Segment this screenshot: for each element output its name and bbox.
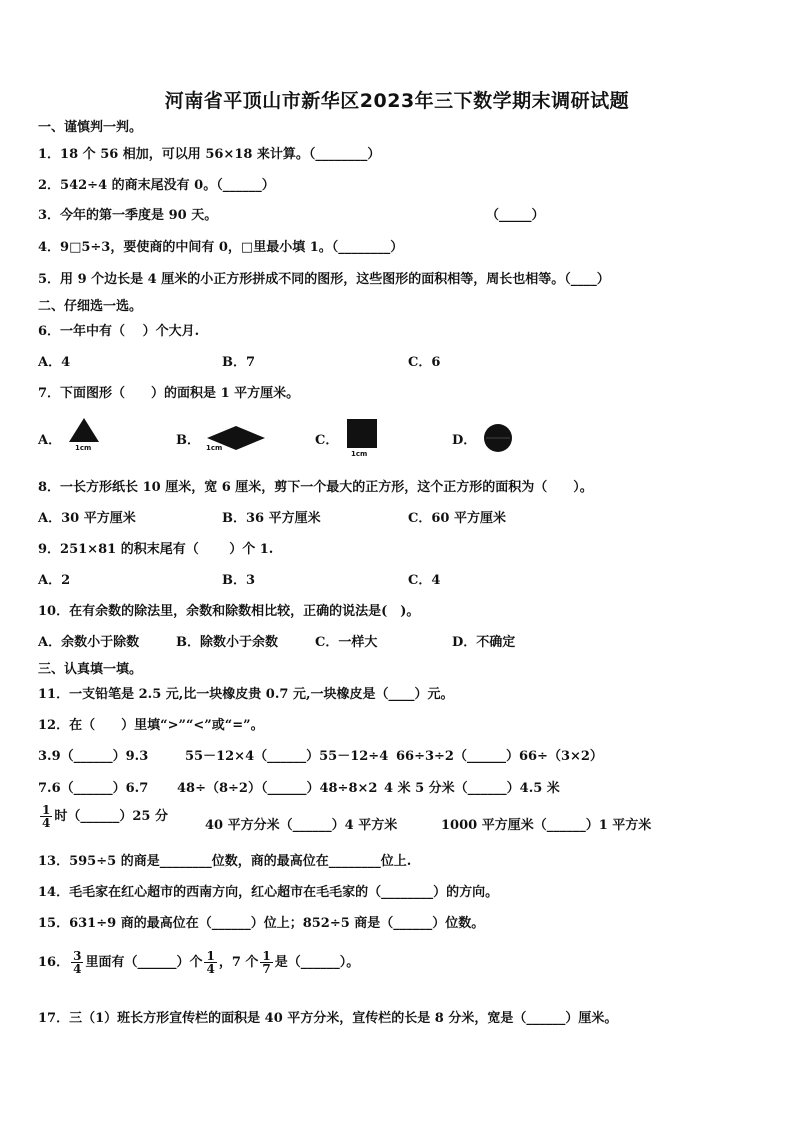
fraction-one-quarter: $\frac{1}{4}$: [42, 803, 51, 830]
q10-option-a: A．余数小于除数: [38, 635, 140, 650]
square-figure-icon: [346, 418, 378, 450]
q10-option-d: D．不确定: [452, 635, 516, 650]
question-17: 17．三（1）班长方形宣传栏的面积是 40 平方分米，宣传栏的长是 8 分米，宽是（______）厘米。: [38, 1011, 618, 1026]
q12-row2-col1: 7.6（______）6.7: [38, 781, 149, 796]
question-16: 16． $\frac{3}{4}$ 里面有（______）个 $\frac{1}{4}$ ，7 个 $\frac{1}{7}$ 是（______）。: [38, 949, 360, 976]
q6-option-c: C．6: [408, 355, 441, 370]
q6-option-b: B．7: [222, 355, 256, 370]
question-4: 4．9□5÷3，要使商的中间有 0，□里最小填 1。（________）: [38, 240, 404, 255]
question-7: 7．下面图形（ ）的面积是 1 平方厘米。: [38, 386, 300, 401]
page-title: 河南省平顶山市新华区2023年三下数学期末调研试题: [164, 90, 630, 112]
question-14: 14．毛毛家在红心超市的西南方向，红心超市在毛毛家的（________）的方向。: [38, 885, 499, 900]
q9-option-c: C．4: [408, 573, 441, 588]
question-10: 10．在有余数的除法里，余数和除数相比较，正确的说法是( )。: [38, 604, 420, 619]
question-3-blank: （_____）: [486, 208, 545, 223]
q12-row3-col2: 40 平方分米（______）4 平方米: [205, 818, 398, 833]
question-9: 9．251×81 的积末尾有（ ）个 1.: [38, 542, 274, 557]
q12-row1-col1: 3.9（______）9.3: [38, 749, 149, 764]
q6-option-a: A．4: [38, 355, 71, 370]
question-1: 1．18 个 56 相加，可以用 56×18 来计算。（________）: [38, 147, 381, 162]
question-12: 12．在（ ）里填“>”“<”或“=”。: [38, 718, 264, 733]
q8-option-a: A．30 平方厘米: [38, 511, 136, 526]
question-2: 2．542÷4 的商末尾没有 0。（______）: [38, 178, 275, 193]
q7-b-caption: 1cm: [206, 444, 223, 452]
fraction-one-quarter-b: $\frac{1}{4}$: [206, 949, 215, 976]
q7-option-b: B．: [176, 433, 200, 448]
q7-option-d: D．: [452, 433, 477, 448]
q8-option-b: B．36 平方厘米: [222, 511, 321, 526]
fraction-one-seventh: $\frac{1}{7}$: [262, 949, 271, 976]
circle-figure-icon: [481, 423, 515, 455]
question-5: 5．用 9 个边长是 4 厘米的小正方形拼成不同的图形，这些图形的面积相等，周长也相等。（____）: [38, 272, 610, 287]
q7-option-a: A．: [38, 433, 62, 448]
q10-option-b: B．除数小于余数: [176, 635, 278, 650]
q12-row1-col2: 55－12×4（______）55－12÷4: [185, 749, 389, 764]
q12-row3-col1: $\frac{1}{4}$ 时（______）25 分: [42, 803, 168, 830]
q7-a-caption: 1cm: [75, 444, 92, 452]
question-11: 11．一支铅笔是 2.5 元,比一块橡皮贵 0.7 元,一块橡皮是（____）元。: [38, 687, 454, 702]
question-3: 3．今年的第一季度是 90 天。: [38, 208, 218, 223]
q10-option-c: C．一样大: [315, 635, 378, 650]
q8-option-c: C．60 平方厘米: [408, 511, 506, 526]
question-6: 6．一年中有（ ）个大月.: [38, 324, 200, 339]
q12-row2-col3: 4 米 5 分米（______）4.5 米: [384, 781, 560, 796]
section-3-heading: 三、认真填一填。: [38, 662, 143, 677]
q9-option-a: A．2: [38, 573, 71, 588]
section-2-heading: 二、仔细选一选。: [38, 299, 143, 314]
q9-option-b: B．3: [222, 573, 256, 588]
q7-option-c: C．: [315, 433, 339, 448]
fraction-three-quarters: $\frac{3}{4}$: [73, 949, 82, 976]
section-1-heading: 一、谨慎判一判。: [38, 120, 143, 135]
question-8: 8．一长方形纸长 10 厘米，宽 6 厘米，剪下一个最大的正方形，这个正方形的面积为（ ）。: [38, 480, 593, 495]
question-13: 13．595÷5 的商是________位数，商的最高位在________位上.: [38, 854, 412, 869]
q12-row2-col2: 48÷（8÷2）（______）48÷8×2: [177, 781, 378, 796]
q7-c-caption: 1cm: [351, 450, 368, 458]
q12-row3-col3: 1000 平方厘米（______）1 平方米: [441, 818, 652, 833]
q12-row1-col3: 66÷3÷2（______）66÷（3×2）: [396, 749, 603, 764]
question-15: 15．631÷9 商的最高位在（______）位上；852÷5 商是（______）位数。: [38, 916, 485, 931]
